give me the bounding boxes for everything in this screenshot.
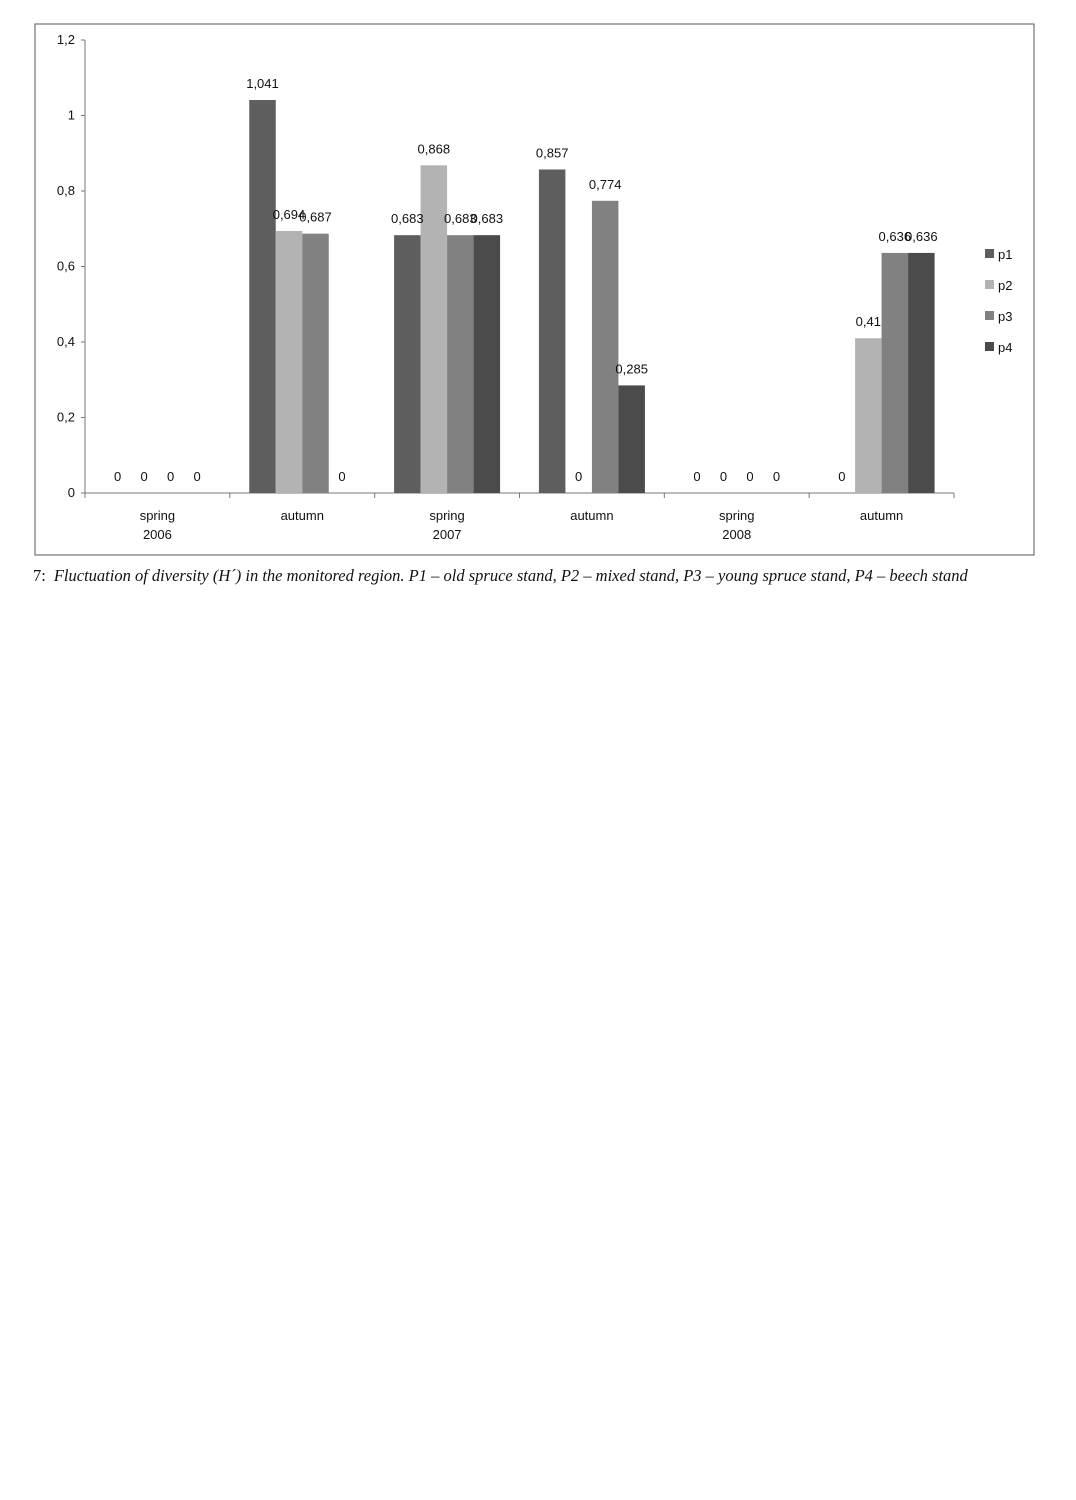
legend-swatch-p3 (985, 311, 994, 320)
chart-svg (0, 0, 1076, 560)
y-tick-label: 1 (67, 107, 75, 123)
caption-number: 7: (33, 566, 46, 585)
data-label-p3: 0,687 (299, 209, 332, 225)
y-tick-label: 0 (67, 485, 75, 500)
bar-p3 (302, 234, 329, 493)
data-label-p1: 1,041 (246, 76, 279, 92)
data-label-p2: 0,868 (417, 141, 451, 157)
data-label-p2: 0 (140, 469, 148, 484)
bar-p1 (394, 235, 421, 493)
x-category-label: spring (139, 508, 176, 523)
y-tick-label: 0,4 (56, 334, 75, 349)
data-label-p3: 0 (167, 469, 175, 484)
figure-caption (33, 566, 1053, 586)
x-category-label: 2006 (142, 527, 172, 542)
data-label-p2: 0 (575, 469, 583, 484)
data-label-p3: 0,636 (878, 228, 912, 244)
bar-p4 (474, 235, 501, 493)
data-label-p4: 0,683 (470, 211, 504, 227)
data-label-p4: 0 (338, 469, 346, 484)
data-label-p4: 0,636 (905, 228, 938, 244)
legend-swatch-p2 (985, 280, 994, 289)
data-label-p3: 0,774 (588, 176, 622, 192)
bar-p4 (908, 253, 935, 493)
data-label-p1: 0 (838, 469, 846, 484)
data-label-p2: 0 (719, 469, 728, 484)
bar-p3 (882, 253, 909, 493)
data-label-p1: 0,857 (535, 145, 569, 161)
data-label-p4: 0 (193, 469, 201, 484)
bar-p1 (249, 100, 276, 493)
bar-p1 (539, 169, 566, 493)
bar-p3 (447, 235, 474, 493)
data-label-p3: 0,683 (444, 211, 477, 227)
data-label-p4: 0,285 (615, 361, 648, 377)
x-category-label: 2008 (722, 527, 752, 542)
data-label-p4: 0 (772, 469, 781, 484)
legend-label-p4: p4 (998, 340, 1013, 355)
x-category-label: autumn (859, 508, 904, 523)
legend-label-p1: p1 (998, 247, 1013, 262)
data-label-p2: 0,694 (272, 207, 306, 223)
bar-p2 (855, 338, 882, 493)
y-tick-label: 0,6 (56, 258, 75, 274)
y-tick-label: 0,8 (56, 183, 75, 198)
bar-p3 (592, 201, 619, 493)
data-label-p1: 0,683 (391, 211, 424, 227)
y-tick-label: 1,2 (56, 32, 75, 47)
data-label-p1: 0 (693, 469, 701, 484)
x-category-label: autumn (280, 508, 324, 523)
bar-p4 (618, 385, 645, 493)
y-tick-label: 0,2 (56, 409, 75, 425)
data-label-p1: 0 (114, 469, 122, 484)
x-category-label: 2007 (432, 527, 462, 542)
caption-text: Fluctuation of diversity (H´) in the monitored region. P1 – old spruce stand, P2 – mixed stand, P3 – young spruce stand, P4 – beech stand (53, 566, 968, 585)
data-label-p2: 0,41 (855, 314, 881, 330)
x-category-label: spring (429, 508, 465, 523)
legend-swatch-p1 (985, 249, 994, 258)
legend-label-p3: p3 (998, 309, 1013, 324)
chart (0, 0, 1076, 560)
legend-label-p2: p2 (998, 278, 1013, 293)
legend-swatch-p4 (985, 342, 994, 351)
x-category-label: autumn (570, 508, 614, 523)
bar-p2 (276, 231, 303, 493)
x-category-label: spring (719, 508, 755, 523)
data-label-p3: 0 (746, 469, 754, 484)
